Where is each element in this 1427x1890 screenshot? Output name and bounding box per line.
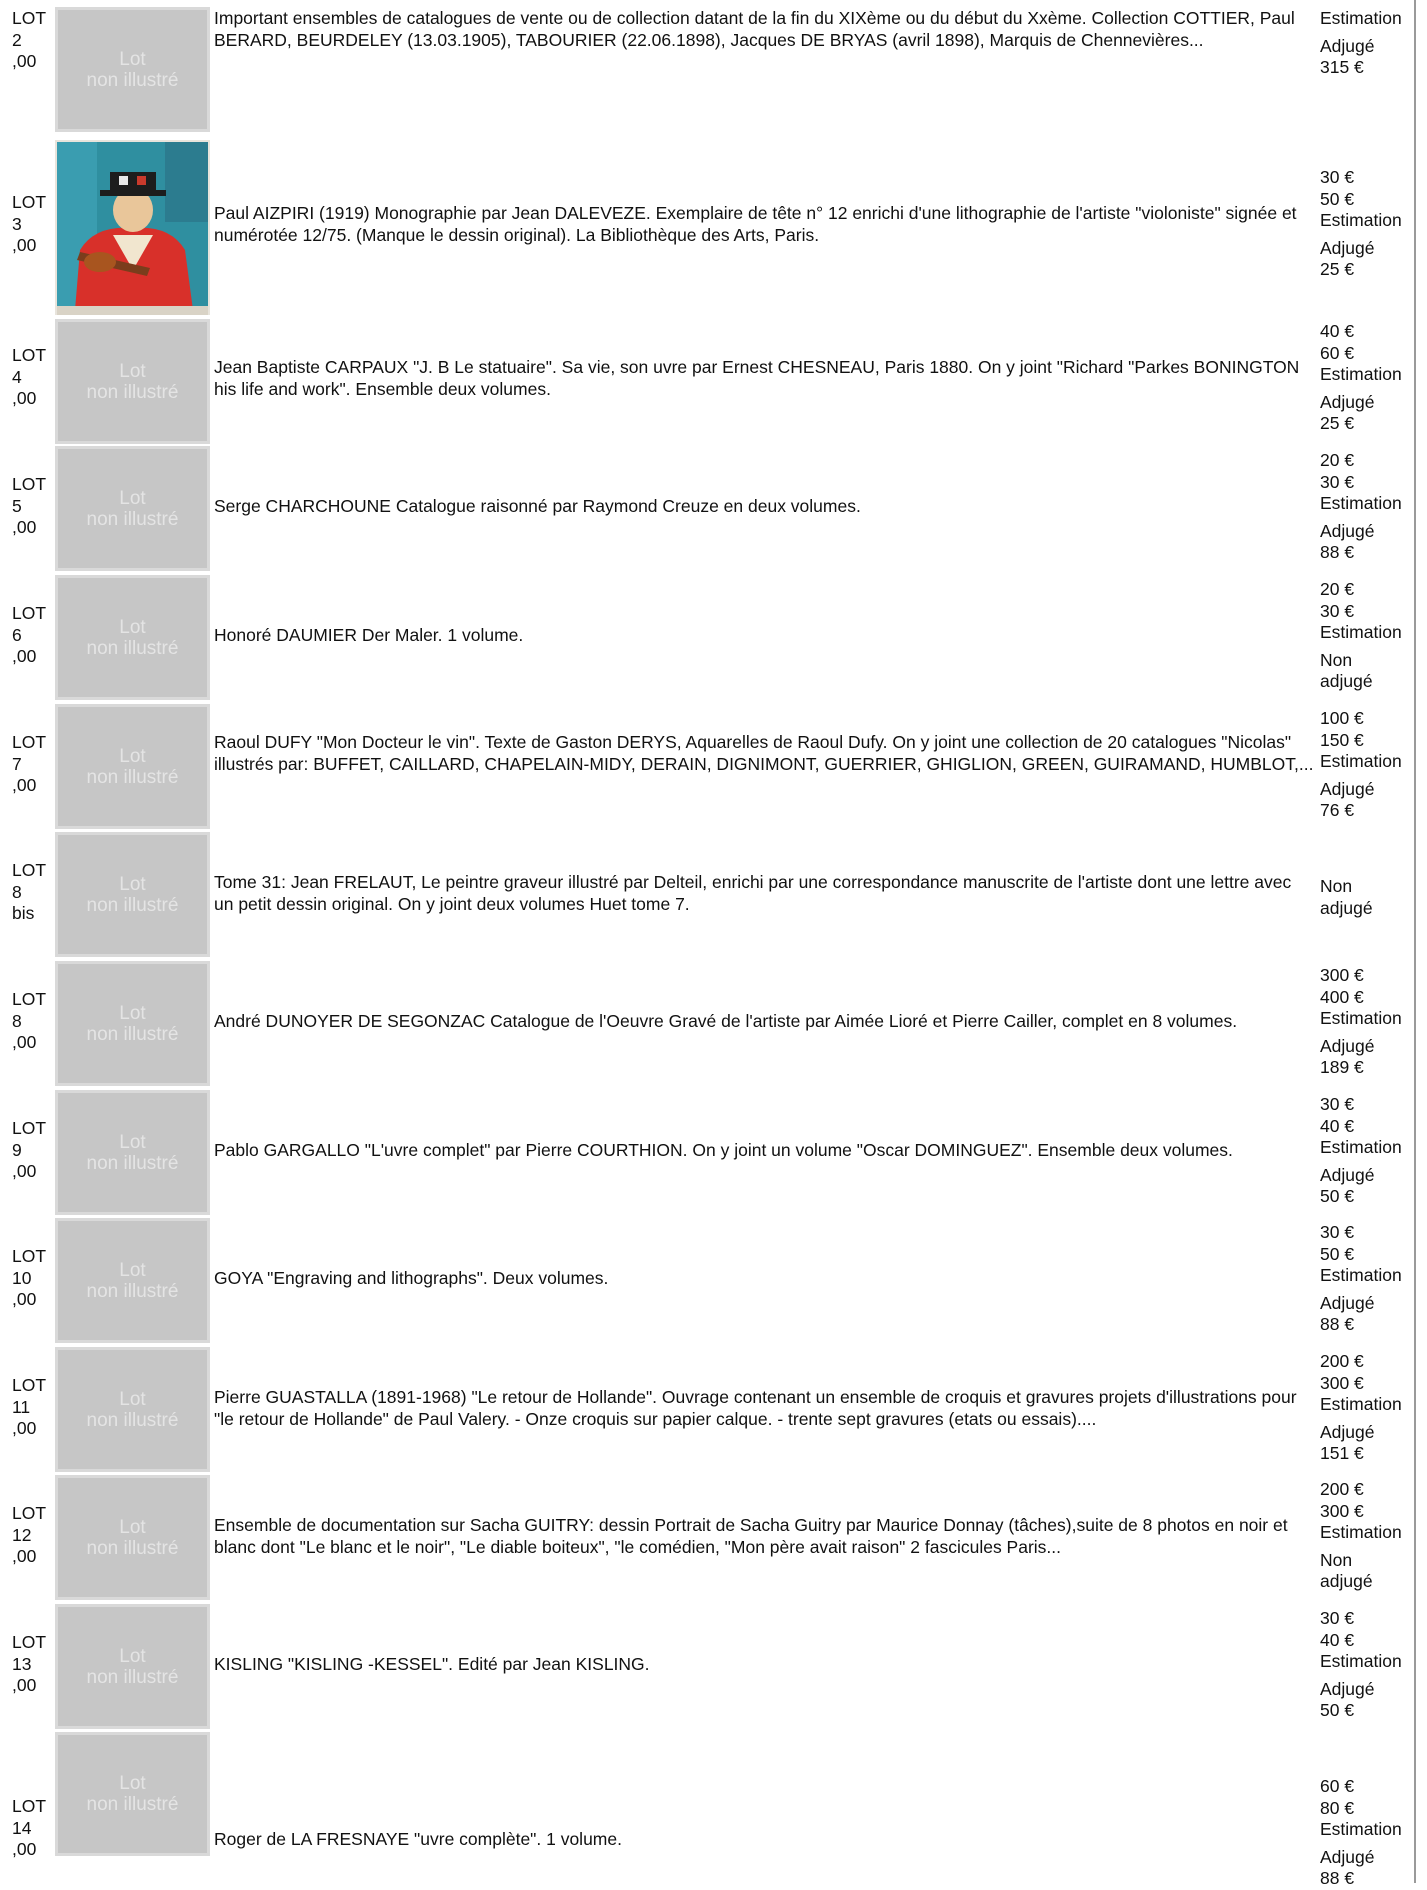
result-value: adjugé	[1320, 671, 1373, 691]
estimate-label: Estimation	[1320, 1008, 1402, 1028]
lot-row	[0, 574, 1414, 702]
result-label: Non	[1320, 1549, 1353, 1570]
lot-thumbnail-placeholder	[55, 575, 210, 700]
lot-number: LOT 13 ,00	[12, 1632, 47, 1695]
estimate-high: 40 €	[1320, 1629, 1355, 1650]
thumbnail-label: Lot non illustré	[86, 360, 179, 403]
lot-thumbnail-placeholder	[55, 1732, 210, 1856]
estimate-high: 40 €	[1320, 1115, 1355, 1136]
estimate-label: Estimation	[1320, 622, 1402, 642]
thumbnail-label: Lot non illustré	[86, 873, 179, 916]
lot-lithograph-image	[55, 140, 210, 315]
lot-number: LOT 6 ,00	[12, 603, 47, 666]
lot-row	[0, 1731, 1414, 1888]
estimate-label: Estimation	[1320, 493, 1402, 513]
result-label: Adjugé	[1320, 1035, 1375, 1056]
result-value: 25 €	[1320, 413, 1355, 433]
lot-number: LOT 4 ,00	[12, 345, 47, 408]
estimate-high: 400 €	[1320, 986, 1364, 1007]
lot-number: LOT 5 ,00	[12, 474, 47, 537]
estimate-high: 30 €	[1320, 600, 1355, 621]
lot-thumbnail-placeholder	[55, 446, 210, 571]
lot-description: Roger de LA FRESNAYE "uvre complète". 1 volume.	[214, 1829, 622, 1849]
result-value: 88 €	[1320, 1314, 1355, 1334]
estimate-high: 80 €	[1320, 1797, 1355, 1818]
result-value: 50 €	[1320, 1186, 1355, 1206]
lot-description: KISLING "KISLING -KESSEL". Edité par Jean KISLING.	[214, 1654, 650, 1674]
lot-thumbnail-placeholder	[55, 704, 210, 829]
estimate-label: Estimation	[1320, 1651, 1402, 1671]
result-value: 189 €	[1320, 1057, 1364, 1077]
result-label: Adjugé	[1320, 391, 1375, 412]
estimate-low: 60 €	[1320, 1776, 1355, 1796]
lot-row	[0, 1474, 1414, 1602]
result-value: 76 €	[1320, 800, 1355, 820]
lot-price-block	[1320, 965, 1412, 1079]
estimate-high: 150 €	[1320, 729, 1364, 750]
lot-price-block	[1320, 1094, 1412, 1208]
lot-row	[0, 0, 1414, 140]
lot-thumbnail-placeholder	[55, 319, 210, 444]
lot-description: GOYA "Engraving and lithographs". Deux volumes.	[214, 1268, 609, 1288]
thumbnail-label: Lot non illustré	[86, 48, 179, 91]
lot-row	[0, 831, 1414, 959]
result-label: Non	[1320, 876, 1353, 896]
thumbnail-label: Lot non illustré	[86, 1002, 179, 1045]
thumbnail-label: Lot non illustré	[86, 1131, 179, 1174]
result-value: 25 €	[1320, 259, 1355, 279]
result-value: adjugé	[1320, 897, 1373, 918]
result-value: 50 €	[1320, 1700, 1355, 1720]
result-value: 88 €	[1320, 542, 1355, 562]
estimate-low: 30 €	[1320, 167, 1355, 187]
lot-price-block	[1320, 876, 1412, 919]
result-value: adjugé	[1320, 1571, 1373, 1591]
lot-price-block	[1320, 1608, 1412, 1722]
result-value: 88 €	[1320, 1868, 1355, 1888]
result-label: Adjugé	[1320, 1292, 1375, 1313]
lot-thumbnail-placeholder	[55, 1218, 210, 1343]
page-right-border	[1414, 0, 1416, 1883]
lot-number: LOT 3 ,00	[12, 192, 47, 255]
lot-row	[0, 702, 1414, 830]
result-label: Adjugé	[1320, 35, 1375, 56]
lot-row	[0, 316, 1414, 444]
estimate-high: 50 €	[1320, 188, 1355, 209]
result-label: Adjugé	[1320, 1678, 1375, 1699]
result-value: 151 €	[1320, 1443, 1364, 1463]
lot-row	[0, 1217, 1414, 1345]
estimate-high: 30 €	[1320, 471, 1355, 492]
estimate-low: 100 €	[1320, 708, 1364, 728]
result-label: Adjugé	[1320, 520, 1375, 541]
lot-number: LOT 8 ,00	[12, 989, 47, 1052]
estimate-high: 50 €	[1320, 1243, 1355, 1264]
lot-description: Paul AIZPIRI (1919) Monographie par Jean DALEVEZE. Exemplaire de tête n° 12 enrichi d'une lithographie de l'artiste "violoniste" signée et numérotée 12/75. (Manque le dessin original). La Bibliothèque des Arts, Paris.	[214, 203, 1297, 245]
estimate-label: Estimation	[1320, 1137, 1402, 1157]
lot-row	[0, 1088, 1414, 1216]
lot-description: Honoré DAUMIER Der Maler. 1 volume.	[214, 625, 524, 645]
result-label: Adjugé	[1320, 1846, 1375, 1867]
estimate-label: Estimation	[1320, 1394, 1402, 1414]
lot-row	[0, 1345, 1414, 1473]
thumbnail-label: Lot non illustré	[86, 1388, 179, 1431]
thumbnail-label: Lot non illustré	[86, 745, 179, 788]
lot-thumbnail-placeholder	[55, 961, 210, 1086]
estimate-high: 300 €	[1320, 1500, 1364, 1521]
estimate-low: 20 €	[1320, 579, 1355, 599]
lot-description: Pablo GARGALLO "L'uvre complet" par Pierre COURTHION. On y joint un volume "Oscar DOMINGUEZ". Ensemble deux volumes.	[214, 1140, 1233, 1160]
lot-price-block	[1320, 1776, 1412, 1890]
lot-thumbnail-placeholder	[55, 1090, 210, 1215]
lot-number: LOT 11 ,00	[12, 1375, 47, 1438]
estimate-high: 300 €	[1320, 1372, 1364, 1393]
lot-description: André DUNOYER DE SEGONZAC Catalogue de l'Oeuvre Gravé de l'artiste par Aimée Lioré et Pierre Cailler, complet en 8 volumes.	[214, 1011, 1238, 1031]
estimate-low: 30 €	[1320, 1094, 1355, 1114]
lot-number: LOT 7 ,00	[12, 732, 47, 795]
thumbnail-label: Lot non illustré	[86, 1259, 179, 1302]
lot-row	[0, 445, 1414, 573]
thumbnail-label: Lot non illustré	[86, 616, 179, 659]
lot-price-block	[1320, 167, 1412, 281]
lot-price-block	[1320, 708, 1412, 822]
lot-row	[0, 137, 1414, 319]
estimate-low: 200 €	[1320, 1351, 1364, 1371]
lot-thumbnail-placeholder	[55, 7, 210, 132]
lot-row	[0, 1602, 1414, 1730]
lot-price-block	[1320, 1479, 1412, 1593]
lot-number: LOT 12 ,00	[12, 1503, 47, 1566]
thumbnail-label: Lot non illustré	[86, 487, 179, 530]
result-label: Adjugé	[1320, 237, 1375, 258]
estimate-label: Estimation	[1320, 1819, 1402, 1839]
lot-description: Tome 31: Jean FRELAUT, Le peintre graveur illustré par Delteil, enrichi par une correspondance manuscrite de l'artiste dont une lettre avec un petit dessin original. On y joint deux volumes Huet tome 7.	[214, 872, 1292, 914]
lot-number: LOT 8 bis	[12, 860, 47, 923]
estimate-label: Estimation	[1320, 1265, 1402, 1285]
lot-number: LOT 14 ,00	[12, 1796, 47, 1859]
lot-number: LOT 9 ,00	[12, 1118, 47, 1181]
estimate-low: 40 €	[1320, 321, 1355, 341]
lot-number: LOT 2 ,00	[12, 8, 47, 71]
estimate-label: Estimation	[1320, 210, 1402, 230]
lot-description: Pierre GUASTALLA (1891-1968) "Le retour de Hollande". Ouvrage contenant un ensemble de croquis et gravures projets d'illustrations pour "le retour de Hollande" de Paul Valery. - Onze croquis sur papier calque. - trente sept gravures (etats ou essais)....	[214, 1387, 1297, 1429]
estimate-label: Estimation	[1320, 364, 1402, 384]
lot-thumbnail-placeholder	[55, 1475, 210, 1600]
estimate-high: 60 €	[1320, 342, 1355, 363]
lot-price-block	[1320, 8, 1412, 79]
lot-description: Jean Baptiste CARPAUX "J. B Le statuaire". Sa vie, son uvre par Ernest CHESNEAU, Paris 1880. On y joint "Richard "Parkes BONINGTON his life and work". Ensemble deux volumes.	[214, 357, 1300, 399]
lot-description: Serge CHARCHOUNE Catalogue raisonné par Raymond Creuze en deux volumes.	[214, 496, 861, 516]
result-label: Non	[1320, 649, 1353, 670]
estimate-low: 30 €	[1320, 1222, 1355, 1242]
lot-price-block	[1320, 450, 1412, 564]
lot-description: Ensemble de documentation sur Sacha GUITRY: dessin Portrait de Sacha Guitry par Maurice Donnay (tâches),suite de 8 photos en noir et blanc dont "Le blanc et le noir", "Le diable boiteux", "le comédien, "Mon père avait raison" 2 fascicules Paris...	[214, 1515, 1288, 1557]
result-label: Adjugé	[1320, 1421, 1375, 1442]
estimate-label: Estimation	[1320, 8, 1402, 28]
lot-thumbnail-placeholder	[55, 1347, 210, 1472]
lot-thumbnail-placeholder	[55, 832, 210, 957]
result-label: Adjugé	[1320, 778, 1375, 799]
estimate-low: 300 €	[1320, 965, 1364, 985]
lot-row	[0, 960, 1414, 1088]
lot-description: Important ensembles de catalogues de vente ou de collection datant de la fin du XIXème ou du début du Xxème. Collection COTTIER, Paul BERARD, BEURDELEY (13.03.1905), TABOURIER (22.06.1898), Jacques DE BRYAS (avril 1898), Marquis de Chennevières...	[214, 8, 1295, 50]
estimate-label: Estimation	[1320, 751, 1402, 771]
lot-price-block	[1320, 1351, 1412, 1465]
estimate-low: 200 €	[1320, 1479, 1364, 1499]
lot-description: Raoul DUFY "Mon Docteur le vin". Texte de Gaston DERYS, Aquarelles de Raoul Dufy. On y joint une collection de 20 catalogues "Nicolas" illustrés par: BUFFET, CAILLARD, CHAPELAIN-MIDY, DERAIN, DIGNIMONT, GUERRIER, GHIGLION, GREEN, GUIRAMAND, HUMBLOT,...	[214, 732, 1314, 774]
lot-thumbnail-placeholder	[55, 1604, 210, 1729]
lot-number: LOT 10 ,00	[12, 1246, 47, 1309]
thumbnail-label: Lot non illustré	[86, 1645, 179, 1688]
lot-price-block	[1320, 579, 1412, 693]
thumbnail-label: Lot non illustré	[86, 1516, 179, 1559]
result-label: Adjugé	[1320, 1164, 1375, 1185]
lot-price-block	[1320, 321, 1412, 435]
result-value: 315 €	[1320, 57, 1364, 77]
estimate-label: Estimation	[1320, 1522, 1402, 1542]
lot-price-block	[1320, 1222, 1412, 1336]
thumbnail-label: Lot non illustré	[86, 1773, 179, 1815]
estimate-low: 30 €	[1320, 1608, 1355, 1628]
estimate-low: 20 €	[1320, 450, 1355, 470]
